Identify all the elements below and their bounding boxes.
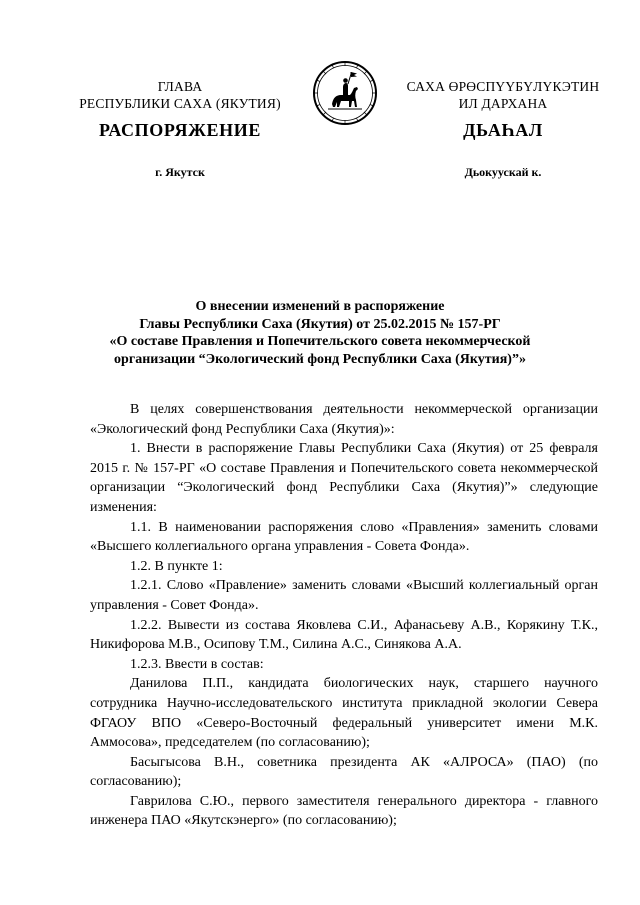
body-paragraph: Гаврилова С.Ю., первого заместителя генерального директора - главного инженера ПАО «Якутскэнерго» (по согласованию); bbox=[90, 793, 598, 829]
body-paragraph: 1.2.1. Слово «Правление» заменить словами «Высший коллегиальный орган управления - Совет Фонда». bbox=[90, 578, 598, 613]
body-paragraph: 1. Внести в распоряжение Главы Республики Саха (Якутия) от 25 февраля 2015 г. № 157-РГ «О составе Правления и Попечительского совета некоммерческой организации “Экологический фонд Республики Саха (Якутия)”» следующие изменения: bbox=[90, 441, 598, 515]
body-paragraph: В целях совершенствования деятельности некоммерческой организации «Экологический фонд Республики Саха (Якутия)»: bbox=[90, 402, 598, 437]
document-type-yakut: ДЬАҺАЛ bbox=[463, 120, 543, 140]
body-paragraph: Данилова П.П., кандидата биологических наук, старшего научного сотрудника Научно-исследовательского института прикладной экологии Севера ФГАОУ ВПО «Северо-Восточный федеральный университет имени М.К. Аммосова», председателем (по согласованию); bbox=[90, 676, 598, 751]
document-body bbox=[90, 400, 598, 831]
body-paragraph: 1.1. В наименовании распоряжения слово «Правления» заменить словами «Высшего коллегиального органа управления - Совета Фонда». bbox=[90, 519, 598, 555]
issuer-line-1-yakut: САХА ӨРӨСПҮҮБҮЛҮКЭТИН bbox=[406, 79, 600, 94]
issuer-line-2: РЕСПУБЛИКИ САХА (ЯКУТИЯ) bbox=[79, 96, 281, 111]
document-title-line: Главы Республики Саха (Якутия) от 25.02.2015 № 157-РГ bbox=[139, 316, 501, 332]
issuer-line-1: ГЛАВА bbox=[157, 79, 203, 94]
body-paragraph: 1.2. В пункте 1: bbox=[130, 558, 223, 574]
body-paragraph: Басыгысова В.Н., советника президента АК «АЛРОСА» (ПАО) (по согласованию); bbox=[90, 754, 598, 790]
city-yakut: Дьокуускай к. bbox=[464, 165, 542, 179]
issuer-header-yakut bbox=[392, 78, 614, 112]
document-title bbox=[90, 298, 550, 368]
city-russian: г. Якутск bbox=[155, 165, 205, 179]
document-title-line: организации “Экологический фонд Республики Саха (Якутия)”» bbox=[114, 351, 526, 367]
body-paragraph: 1.2.3. Ввести в состав: bbox=[130, 656, 264, 672]
issuer-line-2-yakut: ИЛ ДАРХАНА bbox=[458, 96, 548, 111]
body-paragraph: 1.2.2. Вывести из состава Яковлева С.И., Афанасьеву А.В., Корякину Т.К., Никифорова М.В., Осипову Т.М., Силина А.С., Синякова А.А. bbox=[90, 617, 598, 653]
issuer-header-russian bbox=[60, 78, 300, 112]
document-title-line: О внесении изменений в распоряжение bbox=[195, 299, 445, 314]
document-type-russian: РАСПОРЯЖЕНИЕ bbox=[99, 120, 261, 140]
document-title-line: «О составе Правления и Попечительского совета некоммерческой bbox=[109, 334, 531, 349]
coat-of-arms-emblem-icon bbox=[312, 60, 378, 126]
